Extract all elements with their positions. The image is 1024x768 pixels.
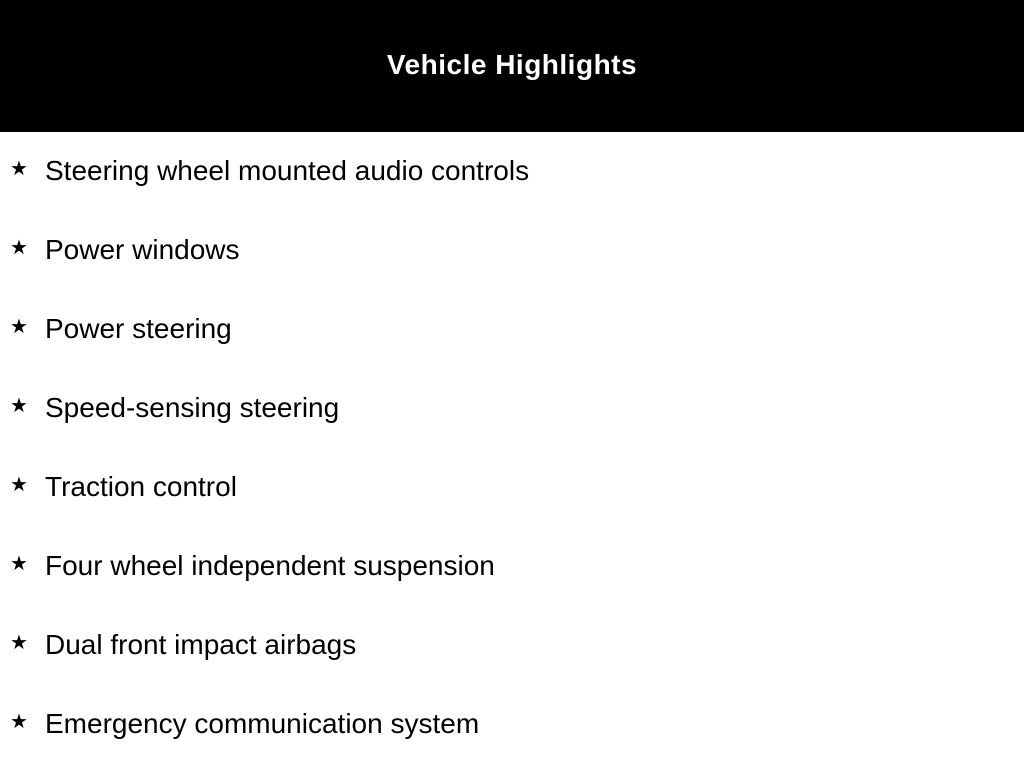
list-item-label: Traction control (45, 471, 237, 502)
star-icon: ★ (10, 551, 28, 575)
star-icon: ★ (10, 156, 28, 180)
list-item (0, 551, 1024, 591)
list-item (0, 709, 1024, 749)
list-item (0, 630, 1024, 670)
star-icon: ★ (10, 472, 28, 496)
list-item-label: Four wheel independent suspension (45, 550, 495, 581)
star-icon: ★ (10, 235, 28, 259)
list-item-label: Power steering (45, 313, 232, 344)
list-item-label: Steering wheel mounted audio controls (45, 155, 530, 186)
list-item (0, 472, 1024, 512)
star-icon: ★ (10, 314, 28, 338)
star-icon: ★ (10, 393, 28, 417)
list-item (0, 156, 1024, 196)
list-item-label: Power windows (45, 234, 240, 265)
star-icon: ★ (10, 709, 28, 733)
list-item (0, 314, 1024, 354)
list-item (0, 393, 1024, 433)
star-icon: ★ (10, 630, 28, 654)
list-item-label: Dual front impact airbags (45, 629, 357, 660)
list-item (0, 235, 1024, 275)
header-bar (0, 0, 1024, 132)
list-item-label: Emergency communication system (45, 708, 480, 739)
page-title: Vehicle Highlights (386, 49, 638, 80)
list-item-label: Speed-sensing steering (45, 392, 340, 423)
